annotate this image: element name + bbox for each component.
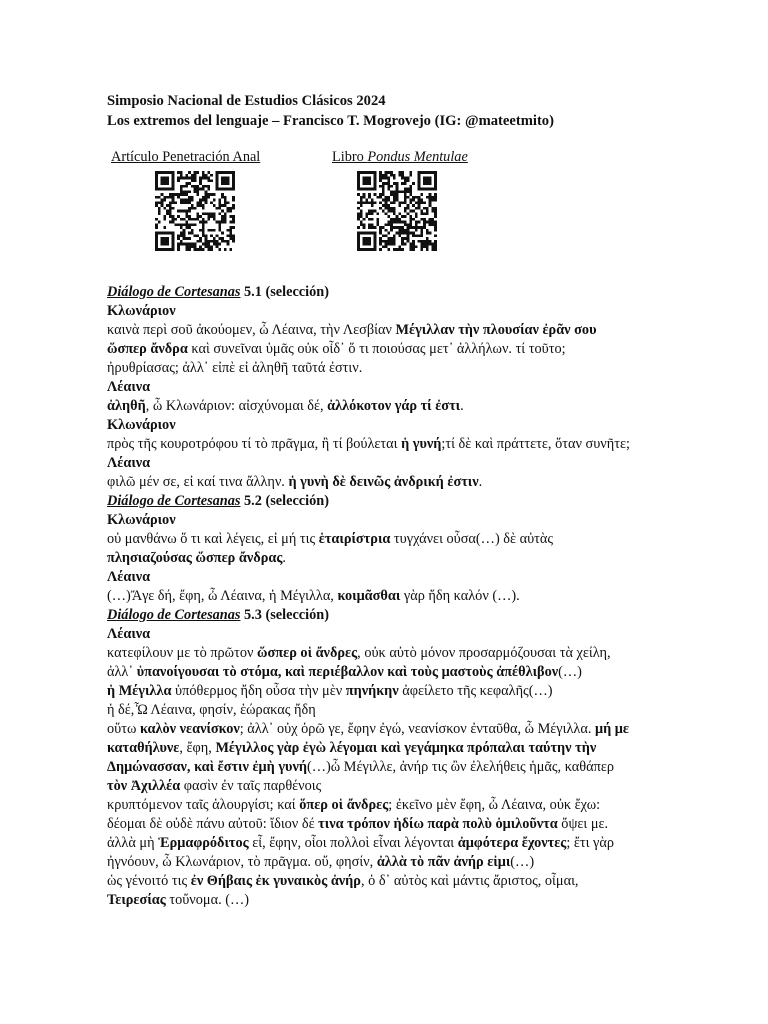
greek-text-line: [107, 530, 667, 549]
dialogue-excerpts: [107, 283, 667, 910]
emphasized-text: Λέαινα: [107, 569, 151, 585]
greek-text-line: [107, 872, 667, 891]
emphasized-text: ἐν Θήβαις ἐκ γυναικὸς ἀνήρ: [190, 873, 361, 889]
emphasized-text: ὥσπερ ἄνδρα: [107, 341, 188, 357]
emphasized-text: τινα τρόπον ἡδίω παρὰ πολὺ ὁμιλοῦντα: [318, 816, 558, 832]
speaker-name: [107, 302, 667, 321]
greek-text-line: [107, 397, 667, 416]
text-segment: δέομαι δὲ οὐδὲ πάνυ αὐτοῦ: ἴδιον δέ: [107, 816, 319, 832]
text-segment: ἠγνόουν, ὦ Κλωνάριον, τὸ πρᾶγμα. οὔ, φησίν,: [107, 854, 377, 870]
article-link[interactable]: Artículo Penetración Anal: [111, 149, 261, 165]
greek-text-line: [107, 853, 667, 872]
emphasized-text: ὅπερ οἱ ἄνδρες: [299, 797, 389, 813]
text-segment: φιλῶ μέν σε, εἰ καί τινα ἄλλην.: [107, 474, 289, 490]
section-work-title: Diálogo de Cortesanas: [107, 493, 241, 509]
emphasized-text: τὸν Ἀχιλλέα: [107, 778, 181, 794]
emphasized-text: καλὸν νεανίσκον: [139, 721, 240, 737]
greek-text-line: [107, 340, 667, 359]
text-segment: ἡ δέ,Ὦ Λέαινα, φησίν, ἑώρακας ἤδη: [107, 702, 316, 718]
emphasized-text: Μέγιλλαν τὴν πλουσίαν ἐρᾶν σου: [395, 322, 597, 338]
text-segment: γὰρ ἤδη καλόν (…).: [400, 588, 520, 604]
emphasized-text: Κλωνάριον: [107, 303, 176, 319]
greek-text-line: [107, 321, 667, 340]
greek-text-line: [107, 891, 667, 910]
text-segment: τοὔνομα. (…): [165, 892, 250, 908]
emphasized-text: πηνήκην: [345, 683, 399, 699]
emphasized-text: ἡ Μέγιλλα: [107, 683, 172, 699]
emphasized-text: Κλωνάριον: [107, 512, 176, 528]
greek-text-line: [107, 682, 667, 701]
text-segment: ὄψει με.: [557, 816, 609, 832]
greek-text-line: [107, 777, 667, 796]
text-segment: (…): [510, 854, 535, 870]
greek-text-line: [107, 435, 667, 454]
text-segment: οὐ μανθάνω ὅ τι καὶ λέγεις, εἰ μή τις: [107, 531, 319, 547]
section-heading: [107, 492, 667, 511]
text-segment: (…)ὦ Μέγιλλε, ἀνήρ τις ὢν ἐλελήθεις ἡμᾶς, καθάπερ: [306, 759, 614, 775]
emphasized-text: ὑπανοίγουσαι τὸ στόμα, καὶ περιέβαλλον καὶ τοὺς μαστοὺς ἀπέθλιβον: [136, 664, 559, 680]
text-segment: ὑπόθερμος ἤδη οὖσα τὴν μὲν: [171, 683, 346, 699]
greek-text-line: [107, 663, 667, 682]
emphasized-text: ἀληθῆ: [107, 398, 146, 414]
article-qr-code[interactable]: [155, 171, 235, 251]
speaker-name: [107, 625, 667, 644]
speaker-name: [107, 454, 667, 473]
emphasized-text: ἡ γυνὴ δὲ δεινῶς ἀνδρική ἐστιν: [288, 474, 479, 490]
emphasized-text: ἡ γυνή: [401, 436, 442, 452]
text-segment: .: [478, 474, 483, 490]
text-segment: πρὸς τῆς κουροτρόφου τί τὸ πρᾶγμα, ἢ τί βούλεται: [107, 436, 402, 452]
text-segment: ; ἐκεῖνο μὲν ἔφη, ὦ Λέαινα, οὐκ ἔχω:: [388, 797, 601, 813]
greek-text-line: [107, 834, 667, 853]
book-link[interactable]: [332, 149, 468, 166]
emphasized-text: Ἑρμαφρόδιτος: [158, 835, 249, 851]
text-segment: ὡς γένοιτό τις: [107, 873, 191, 889]
emphasized-text: Λέαινα: [107, 455, 151, 471]
speaker-name: [107, 416, 667, 435]
section-reference: 5.1 (selección): [240, 284, 329, 300]
emphasized-text: Δημώνασσαν, καὶ ἔστιν ἐμὴ γυνή: [107, 759, 307, 775]
greek-text-line: [107, 720, 667, 739]
greek-text-line: [107, 549, 667, 568]
text-segment: .: [460, 398, 464, 414]
emphasized-text: Μέγιλλος γὰρ ἐγὼ λέγομαι καὶ γεγάμηκα πρόπαλαι ταύτην τὴν: [215, 740, 597, 756]
greek-text-line: [107, 359, 667, 378]
text-segment: κατεφίλουν με τὸ πρῶτον: [107, 645, 258, 661]
text-segment: , ὁ δ᾽ αὐτὸς καὶ μάντις ἄριστος, οἶμαι,: [360, 873, 579, 889]
emphasized-text: ἀλλὰ τὸ πᾶν ἀνήρ εἰμι: [376, 854, 511, 870]
text-segment: οὕτω: [107, 721, 140, 737]
section-work-title: Diálogo de Cortesanas: [107, 607, 241, 623]
emphasized-text: ἑταιρίστρια: [318, 531, 391, 547]
text-segment: ἀλλὰ μὴ: [107, 835, 159, 851]
text-segment: .: [282, 550, 286, 566]
section-reference: 5.2 (selección): [240, 493, 329, 509]
emphasized-text: ἀμφότερα ἔχοντες: [457, 835, 567, 851]
section-heading: [107, 606, 667, 625]
emphasized-text: καταθήλυνε: [107, 740, 180, 756]
text-segment: , ὦ Κλωνάριον: αἰσχύνομαι δέ,: [145, 398, 328, 414]
text-segment: εἶ, ἔφην, οἷοι πολλοὶ εἶναι λέγονται: [248, 835, 458, 851]
text-segment: ;τί δὲ καὶ πράττετε, ὅταν συνῆτε;: [441, 436, 630, 452]
text-segment: ἀφείλετο τῆς κεφαλῆς(…): [398, 683, 553, 699]
speaker-name: [107, 378, 667, 397]
text-segment: καὶ συνεῖναι ὑμᾶς οὐκ οἶδ᾽ ὅ τι ποιούσας μετ᾽ ἀλλήλων. τί τοῦτο;: [187, 341, 566, 357]
emphasized-text: Κλωνάριον: [107, 417, 176, 433]
text-segment: (…): [558, 664, 582, 680]
greek-text-line: [107, 644, 667, 663]
greek-text-line: [107, 796, 667, 815]
text-segment: καινὰ περὶ σοῦ ἀκούομεν, ὦ Λέαινα, τὴν Λεσβίαν: [107, 322, 396, 338]
greek-text-line: [107, 815, 667, 834]
lecture-title: Los extremos del lenguaje – Francisco T. Mogrovejo (IG: @mateetmito): [107, 113, 554, 129]
greek-text-line: [107, 701, 667, 720]
emphasized-text: μή με: [594, 721, 629, 737]
book-qr-code[interactable]: [357, 171, 437, 251]
text-segment: ἠρυθρίασας; ἀλλ᾽ εἰπὲ εἰ ἀληθῆ ταῦτά ἐστιν.: [107, 360, 363, 376]
text-segment: τυγχάνει οὖσα(…) δὲ αὐτὰς: [390, 531, 554, 547]
emphasized-text: πλησιαζούσας ὥσπερ ἄνδρας: [107, 550, 283, 566]
emphasized-text: ὥσπερ οἱ ἄνδρες: [257, 645, 358, 661]
speaker-name: [107, 568, 667, 587]
text-segment: (…)Ἄγε δή, ἔφη, ὦ Λέαινα, ἡ Μέγιλλα,: [107, 588, 338, 604]
text-segment: , οὐκ αὐτὸ μόνον προσαρμόζουσαι τὰ χείλη,: [357, 645, 611, 661]
emphasized-text: Λέαινα: [107, 626, 151, 642]
section-reference: 5.3 (selección): [240, 607, 329, 623]
symposium-title: Simposio Nacional de Estudios Clásicos 2024: [107, 93, 386, 109]
text-segment: , ἔφη,: [179, 740, 216, 756]
speaker-name: [107, 511, 667, 530]
text-segment: φασὶν ἐν ταῖς παρθένοις: [180, 778, 322, 794]
greek-text-line: [107, 473, 667, 492]
emphasized-text: Τειρεσίας: [107, 892, 166, 908]
book-link-prefix: Libro: [332, 149, 368, 165]
emphasized-text: Λέαινα: [107, 379, 151, 395]
text-segment: ; ἔτι γὰρ: [566, 835, 615, 851]
text-segment: ; ἀλλ᾽ οὐχ ὁρῶ γε, ἔφην ἐγώ, νεανίσκον ἐνταῦθα, ὦ Μέγιλλα.: [239, 721, 595, 737]
section-heading: [107, 283, 667, 302]
text-segment: ἀλλ᾽: [107, 664, 137, 680]
section-work-title: Diálogo de Cortesanas: [107, 284, 241, 300]
text-segment: κρυπτόμενον ταῖς ἁλουργίσι; καί: [107, 797, 300, 813]
document-header: [107, 91, 554, 131]
emphasized-text: ἀλλόκοτον γάρ τί ἐστι: [327, 398, 461, 414]
greek-text-line: [107, 758, 667, 777]
emphasized-text: κοιμᾶσθαι: [337, 588, 401, 604]
greek-text-line: [107, 587, 667, 606]
book-link-title: Pondus Mentulae: [367, 149, 468, 165]
greek-text-line: [107, 739, 667, 758]
